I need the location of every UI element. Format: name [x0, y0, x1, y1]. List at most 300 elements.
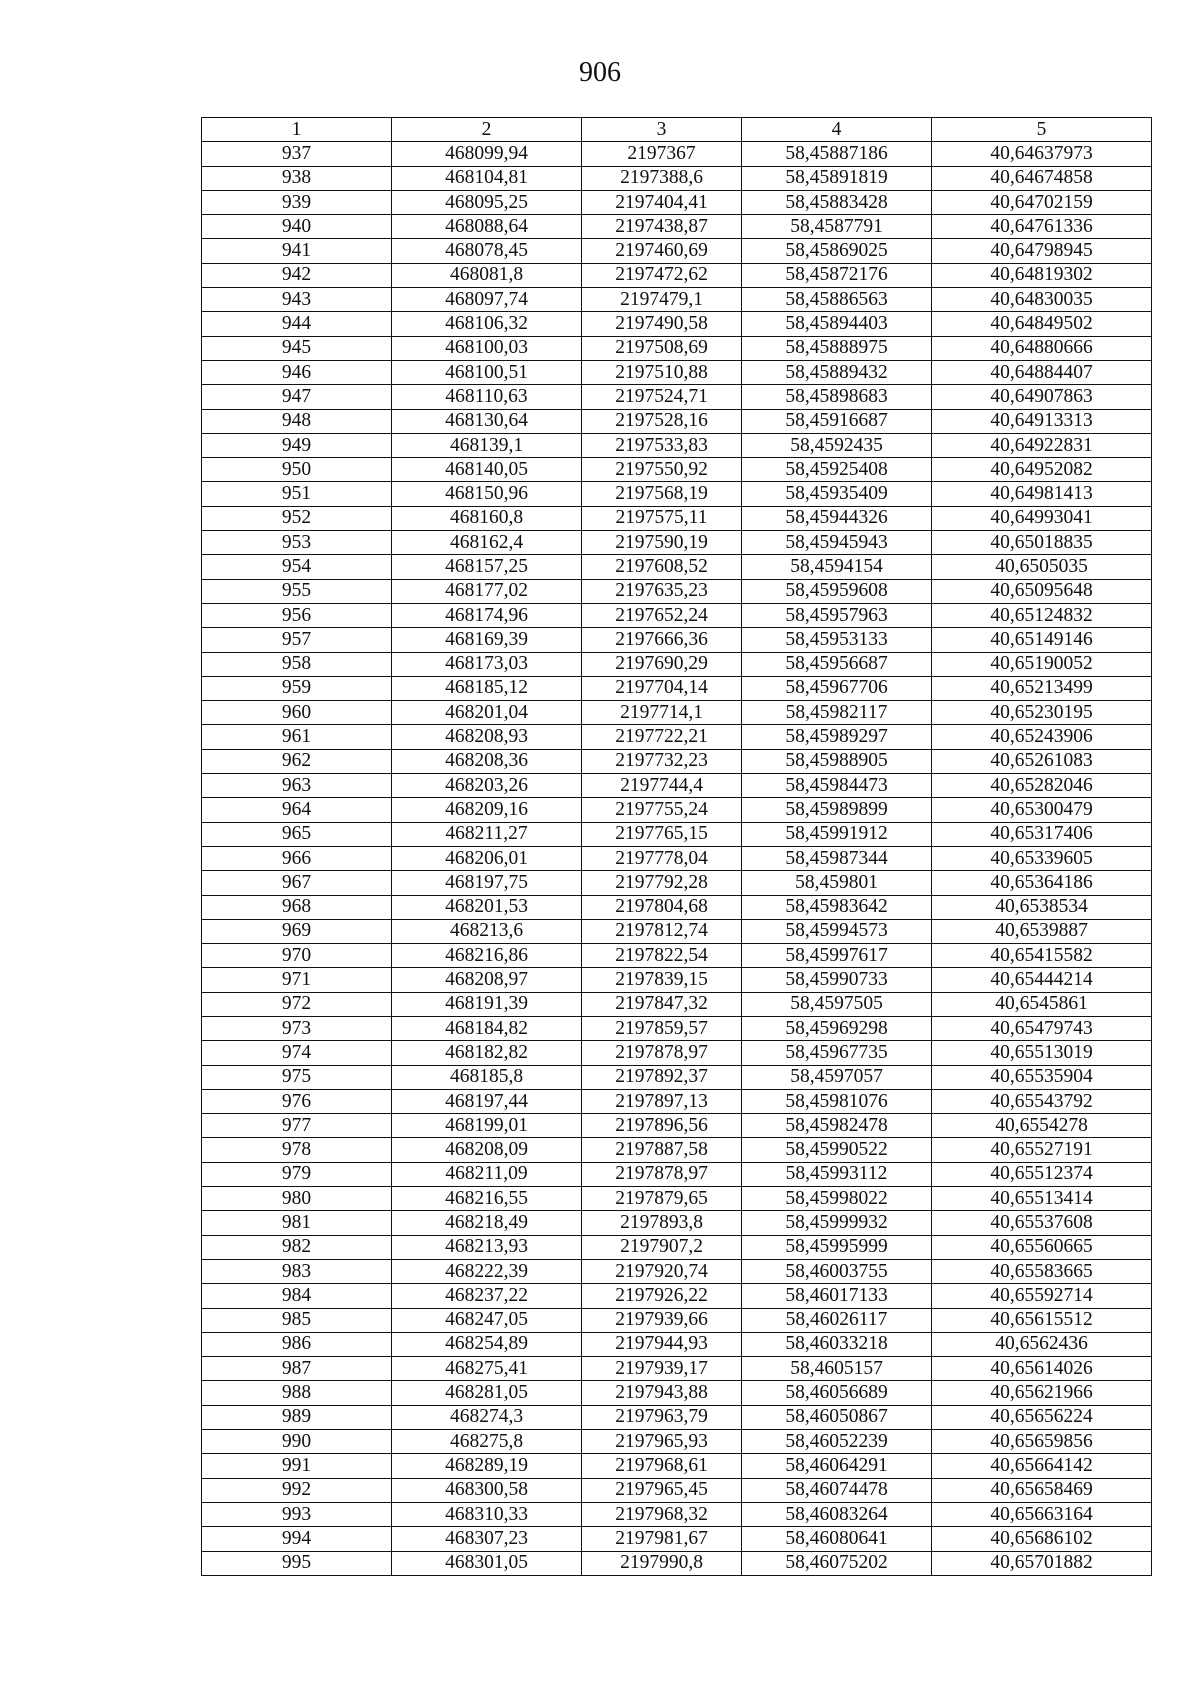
cell-point-number: 966	[202, 846, 392, 870]
cell-latitude: 58,45888975	[742, 336, 932, 360]
cell-longitude: 40,64798945	[932, 239, 1152, 263]
cell-latitude: 58,45889432	[742, 360, 932, 384]
cell-y: 2197887,58	[582, 1138, 742, 1162]
cell-longitude: 40,65243906	[932, 725, 1152, 749]
cell-point-number: 981	[202, 1211, 392, 1235]
cell-latitude: 58,45967735	[742, 1041, 932, 1065]
table-row	[202, 458, 1152, 482]
cell-longitude: 40,65664142	[932, 1454, 1152, 1478]
table-row	[202, 798, 1152, 822]
table-row	[202, 968, 1152, 992]
cell-x: 468254,89	[392, 1332, 582, 1356]
table-row	[202, 1357, 1152, 1381]
cell-longitude: 40,65656224	[932, 1405, 1152, 1429]
cell-longitude: 40,65537608	[932, 1211, 1152, 1235]
cell-y: 2197714,1	[582, 701, 742, 725]
cell-latitude: 58,45894403	[742, 312, 932, 336]
cell-longitude: 40,64830035	[932, 288, 1152, 312]
coordinates-table	[201, 117, 1152, 1576]
cell-longitude: 40,6539887	[932, 919, 1152, 943]
table-row	[202, 774, 1152, 798]
cell-x: 468208,09	[392, 1138, 582, 1162]
cell-x: 468191,39	[392, 992, 582, 1016]
cell-point-number: 948	[202, 409, 392, 433]
cell-x: 468208,36	[392, 749, 582, 773]
cell-longitude: 40,6505035	[932, 555, 1152, 579]
cell-latitude: 58,45916687	[742, 409, 932, 433]
cell-longitude: 40,64637973	[932, 142, 1152, 166]
cell-latitude: 58,46080641	[742, 1527, 932, 1551]
cell-longitude: 40,64981413	[932, 482, 1152, 506]
cell-x: 468208,97	[392, 968, 582, 992]
cell-x: 468213,6	[392, 919, 582, 943]
cell-y: 2197893,8	[582, 1211, 742, 1235]
cell-latitude: 58,46064291	[742, 1454, 932, 1478]
cell-point-number: 956	[202, 603, 392, 627]
cell-point-number: 995	[202, 1551, 392, 1575]
table-row	[202, 1454, 1152, 1478]
cell-y: 2197550,92	[582, 458, 742, 482]
cell-x: 468182,82	[392, 1041, 582, 1065]
cell-latitude: 58,46052239	[742, 1430, 932, 1454]
table-row	[202, 142, 1152, 166]
cell-point-number: 984	[202, 1284, 392, 1308]
cell-x: 468218,49	[392, 1211, 582, 1235]
cell-x: 468174,96	[392, 603, 582, 627]
cell-x: 468197,44	[392, 1089, 582, 1113]
cell-point-number: 949	[202, 433, 392, 457]
cell-y: 2197804,68	[582, 895, 742, 919]
cell-x: 468222,39	[392, 1259, 582, 1283]
cell-longitude: 40,65513414	[932, 1187, 1152, 1211]
cell-longitude: 40,65124832	[932, 603, 1152, 627]
cell-longitude: 40,65282046	[932, 774, 1152, 798]
cell-latitude: 58,45935409	[742, 482, 932, 506]
cell-y: 2197792,28	[582, 871, 742, 895]
cell-y: 2197879,65	[582, 1187, 742, 1211]
cell-longitude: 40,64674858	[932, 166, 1152, 190]
cell-point-number: 953	[202, 531, 392, 555]
cell-y: 2197608,52	[582, 555, 742, 579]
cell-y: 2197990,8	[582, 1551, 742, 1575]
cell-latitude: 58,4597505	[742, 992, 932, 1016]
cell-point-number: 951	[202, 482, 392, 506]
table-row	[202, 1211, 1152, 1235]
cell-y: 2197367	[582, 142, 742, 166]
cell-x: 468088,64	[392, 215, 582, 239]
table-row	[202, 1162, 1152, 1186]
cell-longitude: 40,64913313	[932, 409, 1152, 433]
cell-latitude: 58,45998022	[742, 1187, 932, 1211]
cell-longitude: 40,65317406	[932, 822, 1152, 846]
cell-y: 2197666,36	[582, 628, 742, 652]
cell-y: 2197722,21	[582, 725, 742, 749]
column-header-y: 3	[582, 118, 742, 142]
cell-x: 468106,32	[392, 312, 582, 336]
cell-y: 2197438,87	[582, 215, 742, 239]
cell-x: 468197,75	[392, 871, 582, 895]
cell-x: 468097,74	[392, 288, 582, 312]
cell-latitude: 58,45957963	[742, 603, 932, 627]
table-row	[202, 1502, 1152, 1526]
cell-point-number: 945	[202, 336, 392, 360]
cell-y: 2197635,23	[582, 579, 742, 603]
cell-x: 468206,01	[392, 846, 582, 870]
cell-x: 468099,94	[392, 142, 582, 166]
cell-latitude: 58,45993112	[742, 1162, 932, 1186]
cell-latitude: 58,4587791	[742, 215, 932, 239]
table-row	[202, 1308, 1152, 1332]
table-row	[202, 239, 1152, 263]
cell-x: 468100,51	[392, 360, 582, 384]
cell-x: 468100,03	[392, 336, 582, 360]
table-row	[202, 1430, 1152, 1454]
cell-point-number: 943	[202, 288, 392, 312]
table-row	[202, 1405, 1152, 1429]
cell-point-number: 942	[202, 263, 392, 287]
table-row	[202, 312, 1152, 336]
cell-point-number: 964	[202, 798, 392, 822]
cell-y: 2197939,17	[582, 1357, 742, 1381]
cell-point-number: 967	[202, 871, 392, 895]
cell-longitude: 40,64884407	[932, 360, 1152, 384]
cell-latitude: 58,46003755	[742, 1259, 932, 1283]
table-row	[202, 749, 1152, 773]
cell-longitude: 40,65261083	[932, 749, 1152, 773]
cell-latitude: 58,46017133	[742, 1284, 932, 1308]
cell-longitude: 40,65615512	[932, 1308, 1152, 1332]
cell-latitude: 58,46075202	[742, 1551, 932, 1575]
cell-point-number: 963	[202, 774, 392, 798]
cell-longitude: 40,6545861	[932, 992, 1152, 1016]
table-row	[202, 919, 1152, 943]
cell-latitude: 58,4594154	[742, 555, 932, 579]
cell-longitude: 40,64849502	[932, 312, 1152, 336]
table-row	[202, 628, 1152, 652]
cell-latitude: 58,45988905	[742, 749, 932, 773]
cell-longitude: 40,65213499	[932, 676, 1152, 700]
table-row	[202, 482, 1152, 506]
table-row	[202, 215, 1152, 239]
cell-longitude: 40,65513019	[932, 1041, 1152, 1065]
cell-y: 2197575,11	[582, 506, 742, 530]
cell-x: 468185,8	[392, 1065, 582, 1089]
cell-longitude: 40,65663164	[932, 1502, 1152, 1526]
cell-point-number: 987	[202, 1357, 392, 1381]
cell-point-number: 992	[202, 1478, 392, 1502]
cell-longitude: 40,65444214	[932, 968, 1152, 992]
table-row	[202, 1478, 1152, 1502]
table-row	[202, 944, 1152, 968]
cell-x: 468139,1	[392, 433, 582, 457]
cell-y: 2197968,61	[582, 1454, 742, 1478]
cell-y: 2197765,15	[582, 822, 742, 846]
cell-x: 468209,16	[392, 798, 582, 822]
cell-point-number: 976	[202, 1089, 392, 1113]
cell-point-number: 939	[202, 190, 392, 214]
cell-longitude: 40,65614026	[932, 1357, 1152, 1381]
cell-point-number: 989	[202, 1405, 392, 1429]
table-row	[202, 336, 1152, 360]
cell-point-number: 994	[202, 1527, 392, 1551]
cell-x: 468211,09	[392, 1162, 582, 1186]
cell-point-number: 957	[202, 628, 392, 652]
cell-y: 2197920,74	[582, 1259, 742, 1283]
cell-latitude: 58,45886563	[742, 288, 932, 312]
cell-longitude: 40,65583665	[932, 1259, 1152, 1283]
cell-latitude: 58,4592435	[742, 433, 932, 457]
cell-longitude: 40,64880666	[932, 336, 1152, 360]
cell-longitude: 40,6554278	[932, 1114, 1152, 1138]
cell-point-number: 990	[202, 1430, 392, 1454]
cell-y: 2197944,93	[582, 1332, 742, 1356]
table-row	[202, 1551, 1152, 1575]
table-row	[202, 1284, 1152, 1308]
table-row	[202, 190, 1152, 214]
cell-y: 2197778,04	[582, 846, 742, 870]
cell-longitude: 40,65512374	[932, 1162, 1152, 1186]
cell-longitude: 40,65190052	[932, 652, 1152, 676]
cell-x: 468160,8	[392, 506, 582, 530]
cell-y: 2197943,88	[582, 1381, 742, 1405]
cell-x: 468157,25	[392, 555, 582, 579]
cell-longitude: 40,65018835	[932, 531, 1152, 555]
cell-point-number: 946	[202, 360, 392, 384]
cell-point-number: 952	[202, 506, 392, 530]
cell-point-number: 980	[202, 1187, 392, 1211]
cell-latitude: 58,45953133	[742, 628, 932, 652]
cell-x: 468300,58	[392, 1478, 582, 1502]
column-header-x: 2	[392, 118, 582, 142]
cell-y: 2197859,57	[582, 1016, 742, 1040]
column-header-latitude: 4	[742, 118, 932, 142]
cell-latitude: 58,45959608	[742, 579, 932, 603]
column-header-longitude: 5	[932, 118, 1152, 142]
table-row	[202, 531, 1152, 555]
table-row	[202, 676, 1152, 700]
cell-point-number: 971	[202, 968, 392, 992]
table-row	[202, 263, 1152, 287]
table-header	[202, 118, 1152, 142]
cell-x: 468173,03	[392, 652, 582, 676]
cell-y: 2197404,41	[582, 190, 742, 214]
table-row	[202, 579, 1152, 603]
column-header-point-number: 1	[202, 118, 392, 142]
cell-y: 2197490,58	[582, 312, 742, 336]
table-row	[202, 822, 1152, 846]
page-number: 906	[579, 57, 621, 88]
cell-y: 2197981,67	[582, 1527, 742, 1551]
cell-point-number: 938	[202, 166, 392, 190]
cell-longitude: 40,65659856	[932, 1430, 1152, 1454]
cell-latitude: 58,46026117	[742, 1308, 932, 1332]
cell-latitude: 58,45982478	[742, 1114, 932, 1138]
cell-point-number: 960	[202, 701, 392, 725]
cell-y: 2197839,15	[582, 968, 742, 992]
cell-latitude: 58,45944326	[742, 506, 932, 530]
table-row	[202, 1235, 1152, 1259]
cell-x: 468199,01	[392, 1114, 582, 1138]
cell-y: 2197968,32	[582, 1502, 742, 1526]
table-row	[202, 1138, 1152, 1162]
table-row	[202, 1041, 1152, 1065]
cell-x: 468078,45	[392, 239, 582, 263]
cell-point-number: 944	[202, 312, 392, 336]
cell-x: 468237,22	[392, 1284, 582, 1308]
table-row	[202, 1381, 1152, 1405]
cell-y: 2197896,56	[582, 1114, 742, 1138]
cell-latitude: 58,45989297	[742, 725, 932, 749]
table-row	[202, 166, 1152, 190]
cell-latitude: 58,45997617	[742, 944, 932, 968]
cell-latitude: 58,46074478	[742, 1478, 932, 1502]
cell-x: 468274,3	[392, 1405, 582, 1429]
cell-latitude: 58,45987344	[742, 846, 932, 870]
cell-longitude: 40,65535904	[932, 1065, 1152, 1089]
cell-x: 468301,05	[392, 1551, 582, 1575]
cell-point-number: 954	[202, 555, 392, 579]
cell-longitude: 40,65415582	[932, 944, 1152, 968]
cell-point-number: 937	[202, 142, 392, 166]
cell-y: 2197528,16	[582, 409, 742, 433]
cell-x: 468177,02	[392, 579, 582, 603]
cell-longitude: 40,65479743	[932, 1016, 1152, 1040]
cell-point-number: 979	[202, 1162, 392, 1186]
cell-point-number: 975	[202, 1065, 392, 1089]
cell-latitude: 58,45995999	[742, 1235, 932, 1259]
table-row	[202, 1332, 1152, 1356]
cell-point-number: 947	[202, 385, 392, 409]
cell-point-number: 940	[202, 215, 392, 239]
table-row	[202, 871, 1152, 895]
cell-latitude: 58,46050867	[742, 1405, 932, 1429]
cell-longitude: 40,65300479	[932, 798, 1152, 822]
cell-y: 2197590,19	[582, 531, 742, 555]
table-row	[202, 1527, 1152, 1551]
cell-x: 468081,8	[392, 263, 582, 287]
cell-point-number: 993	[202, 1502, 392, 1526]
cell-point-number: 955	[202, 579, 392, 603]
cell-latitude: 58,459801	[742, 871, 932, 895]
cell-latitude: 58,45983642	[742, 895, 932, 919]
cell-y: 2197907,2	[582, 1235, 742, 1259]
cell-x: 468201,04	[392, 701, 582, 725]
table-row	[202, 846, 1152, 870]
cell-latitude: 58,45969298	[742, 1016, 932, 1040]
cell-y: 2197510,88	[582, 360, 742, 384]
cell-latitude: 58,45887186	[742, 142, 932, 166]
cell-longitude: 40,65621966	[932, 1381, 1152, 1405]
cell-latitude: 58,46033218	[742, 1332, 932, 1356]
cell-latitude: 58,4605157	[742, 1357, 932, 1381]
cell-y: 2197926,22	[582, 1284, 742, 1308]
cell-x: 468150,96	[392, 482, 582, 506]
cell-longitude: 40,65543792	[932, 1089, 1152, 1113]
cell-longitude: 40,64702159	[932, 190, 1152, 214]
table-row	[202, 992, 1152, 1016]
cell-point-number: 974	[202, 1041, 392, 1065]
table-row	[202, 385, 1152, 409]
cell-point-number: 950	[202, 458, 392, 482]
table-row	[202, 701, 1152, 725]
cell-y: 2197479,1	[582, 288, 742, 312]
cell-y: 2197897,13	[582, 1089, 742, 1113]
cell-point-number: 961	[202, 725, 392, 749]
cell-x: 468216,55	[392, 1187, 582, 1211]
cell-x: 468275,41	[392, 1357, 582, 1381]
cell-longitude: 40,64907863	[932, 385, 1152, 409]
cell-longitude: 40,65339605	[932, 846, 1152, 870]
cell-longitude: 40,65592714	[932, 1284, 1152, 1308]
table-row	[202, 895, 1152, 919]
cell-point-number: 962	[202, 749, 392, 773]
header-row	[202, 118, 1152, 142]
cell-x: 468289,19	[392, 1454, 582, 1478]
cell-y: 2197847,32	[582, 992, 742, 1016]
cell-point-number: 965	[202, 822, 392, 846]
cell-longitude: 40,65658469	[932, 1478, 1152, 1502]
table-row	[202, 603, 1152, 627]
cell-y: 2197744,4	[582, 774, 742, 798]
cell-x: 468247,05	[392, 1308, 582, 1332]
cell-x: 468185,12	[392, 676, 582, 700]
cell-x: 468208,93	[392, 725, 582, 749]
cell-longitude: 40,64819302	[932, 263, 1152, 287]
cell-longitude: 40,65560665	[932, 1235, 1152, 1259]
cell-longitude: 40,64922831	[932, 433, 1152, 457]
cell-y: 2197878,97	[582, 1041, 742, 1065]
cell-y: 2197524,71	[582, 385, 742, 409]
cell-latitude: 58,4597057	[742, 1065, 932, 1089]
cell-longitude: 40,65364186	[932, 871, 1152, 895]
cell-latitude: 58,45982117	[742, 701, 932, 725]
cell-longitude: 40,65230195	[932, 701, 1152, 725]
cell-y: 2197388,6	[582, 166, 742, 190]
cell-y: 2197878,97	[582, 1162, 742, 1186]
cell-latitude: 58,46083264	[742, 1502, 932, 1526]
cell-latitude: 58,45869025	[742, 239, 932, 263]
table-row	[202, 1187, 1152, 1211]
cell-x: 468104,81	[392, 166, 582, 190]
cell-latitude: 58,45990733	[742, 968, 932, 992]
table-row	[202, 555, 1152, 579]
cell-x: 468307,23	[392, 1527, 582, 1551]
cell-y: 2197568,19	[582, 482, 742, 506]
cell-y: 2197508,69	[582, 336, 742, 360]
cell-point-number: 958	[202, 652, 392, 676]
cell-x: 468095,25	[392, 190, 582, 214]
cell-longitude: 40,65149146	[932, 628, 1152, 652]
cell-x: 468216,86	[392, 944, 582, 968]
table-body	[202, 142, 1152, 1576]
cell-latitude: 58,45956687	[742, 652, 932, 676]
cell-longitude: 40,64952082	[932, 458, 1152, 482]
cell-y: 2197652,24	[582, 603, 742, 627]
cell-latitude: 58,46056689	[742, 1381, 932, 1405]
cell-y: 2197704,14	[582, 676, 742, 700]
cell-longitude: 40,65701882	[932, 1551, 1152, 1575]
table-row	[202, 1089, 1152, 1113]
cell-x: 468201,53	[392, 895, 582, 919]
cell-point-number: 941	[202, 239, 392, 263]
table-row	[202, 433, 1152, 457]
cell-y: 2197965,45	[582, 1478, 742, 1502]
cell-latitude: 58,45925408	[742, 458, 932, 482]
cell-longitude: 40,64761336	[932, 215, 1152, 239]
table-row	[202, 1114, 1152, 1138]
cell-latitude: 58,45981076	[742, 1089, 932, 1113]
cell-longitude: 40,6562436	[932, 1332, 1152, 1356]
